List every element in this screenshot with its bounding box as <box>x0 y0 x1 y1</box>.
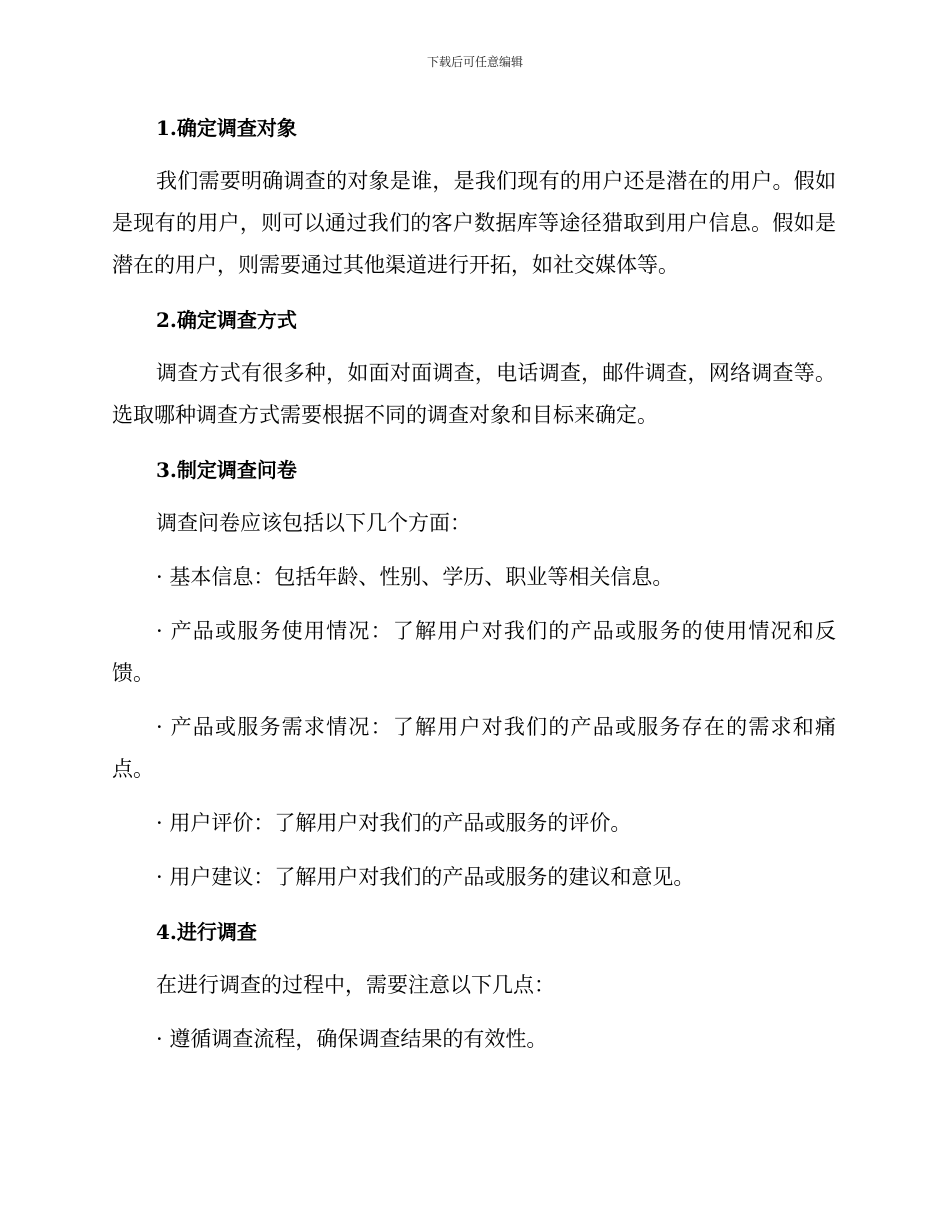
section-heading-2: 2.确定调查方式 <box>156 308 297 332</box>
paragraph-conduct-intro: 在进行调查的过程中，需要注意以下几点： <box>156 973 555 997</box>
paragraph-survey-method: 调查方式有很多种，如面对面调查，电话调查，邮件调查，网络调查等。选取哪种调查方式需要根据不同的调查对象和目标来确定。 <box>112 361 836 427</box>
section-heading-4: 4.进行调查 <box>156 920 257 944</box>
section-heading-3: 3.制定调查问卷 <box>156 458 297 482</box>
list-item-follow-process: · 遵循调查流程，确保调查结果的有效性。 <box>156 1027 548 1051</box>
paragraph-survey-target: 我们需要明确调查的对象是谁，是我们现有的用户还是潜在的用户。假如是现有的用户，则可以通过我们的客户数据库等途径猎取到用户信息。假如是潜在的用户，则需要通过其他渠道进行开拓，如社交媒体等。 <box>112 169 836 277</box>
paragraph-questionnaire-intro: 调查问卷应该包括以下几个方面： <box>156 511 471 535</box>
list-item-needs: · 产品或服务需求情况：了解用户对我们的产品或服务存在的需求和痛点。 <box>112 715 836 781</box>
list-item-evaluation: · 用户评价：了解用户对我们的产品或服务的评价。 <box>156 811 632 835</box>
page-header: 下载后可任意编辑 <box>426 55 523 69</box>
list-item-usage: · 产品或服务使用情况：了解用户对我们的产品或服务的使用情况和反馈。 <box>112 619 836 685</box>
list-item-basic-info: · 基本信息：包括年龄、性别、学历、职业等相关信息。 <box>156 565 674 589</box>
section-heading-1: 1.确定调查对象 <box>156 116 297 140</box>
document-body <box>112 112 836 1060</box>
list-item-suggestions: · 用户建议：了解用户对我们的产品或服务的建议和意见。 <box>156 865 695 889</box>
